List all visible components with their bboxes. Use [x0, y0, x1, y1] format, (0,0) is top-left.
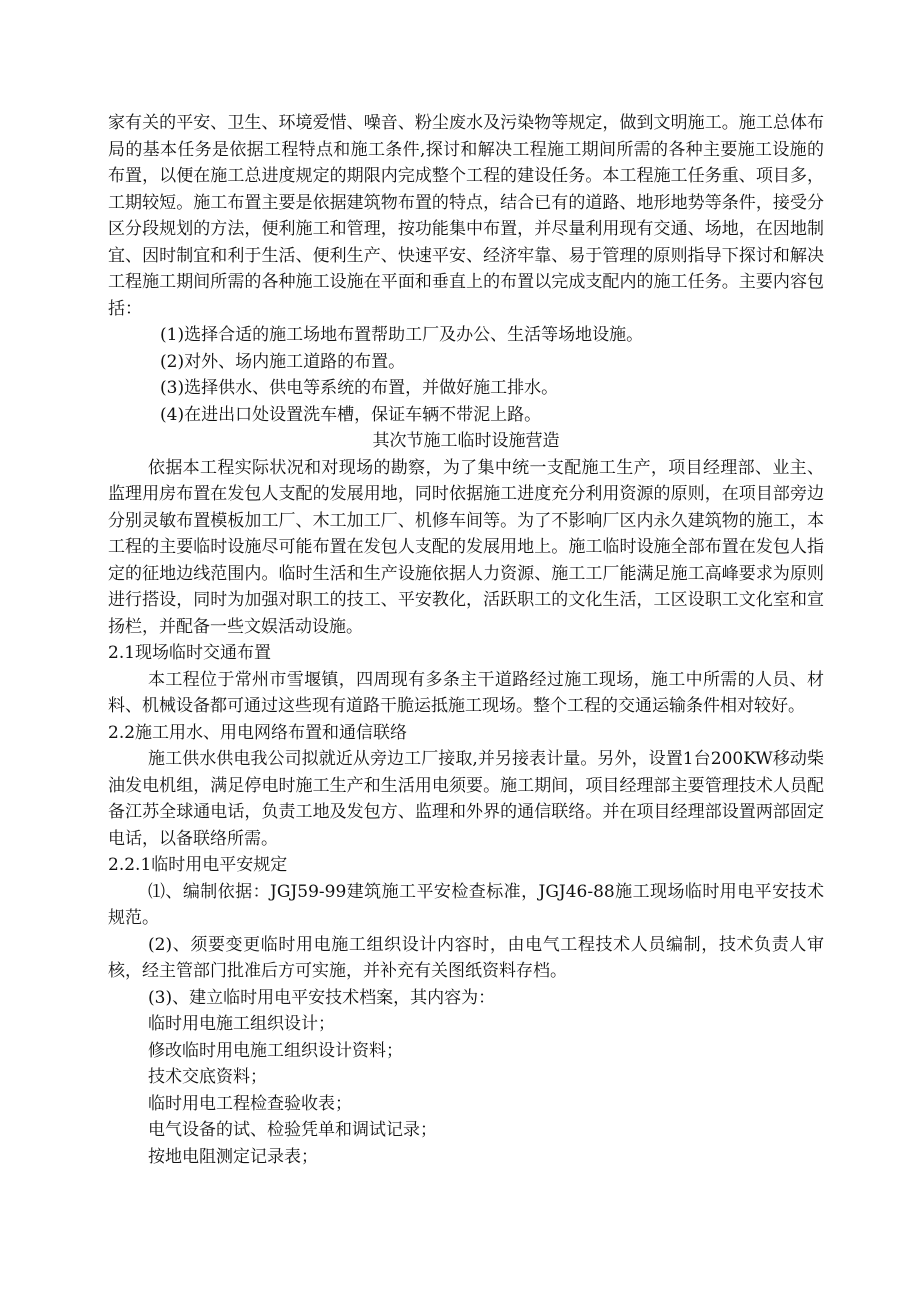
intro-paragraph: 家有关的平安、卫生、环境爱惜、噪音、粉尘废水及污染物等规定，做到文明施工。施工总体布局的基本任务是依据工程特点和施工条件,探讨和解决工程施工期间所需的各种主要施工设施的布置，以便在施工总进度规定的期限内完成整个工程的建设任务。本工程施工任务重、项目多，工期较短。施工布置主要是依据建筑物布置的特点，结合已有的道路、地形地势等条件，接受分区分段规划的方法，便利施工和管理，按功能集中布置，并尽量利用现有交通、场地，在因地制宜、因时制宜和利于生活、便利生产、快速平安、经济牢靠、易于管理的原则指导下探讨和解决工程施工期间所需的各种施工设施在平面和垂直上的布置以完成支配内的施工任务。主要内容包括：	[108, 113, 824, 319]
section-title: 其次节施工临时设施营造	[372, 431, 560, 451]
list-item: (3)选择供水、供电等系统的布置，并做好施工排水。	[160, 378, 559, 398]
list-item: (4)在进出口处设置洗车槽，保证车辆不带泥上路。	[160, 404, 542, 425]
document-page	[108, 110, 824, 1170]
list-item: (1)选择合适的施工场地布置帮助工厂及办公、生活等场地设施。	[160, 325, 644, 345]
subsection-heading-2-2-1: 2.2.1临时用电平安规定	[108, 855, 288, 875]
sub22-paragraph: 施工供水供电我公司拟就近从旁边工厂接取,并另接表计量。另外，设置1台200KW移动柴油发电机组，满足停电时施工生产和生活用电须要。施工期间，项目经理部主要管理技术人员配备江苏全球通电话，负责工地及发包方、监理和外界的通信联络。并在项目经理部设置两部固定电话，以备联络所需。	[108, 749, 824, 849]
sub221-p1: ⑴、编制依据：JGJ59-99建筑施工平安检查标准，JGJ46-88施工现场临时用电平安技术规范。	[108, 881, 824, 928]
list-item: 技术交底资料；	[148, 1067, 267, 1087]
list-item: 修改临时用电施工组织设计资料；	[148, 1040, 403, 1061]
sub21-paragraph: 本工程位于常州市雪堰镇，四周现有多条主干道路经过施工现场，施工中所需的人员、材料、机械设备都可通过这些现有道路干脆运抵施工现场。整个工程的交通运输条件相对较好。	[108, 669, 824, 716]
subsection-heading-2-2: 2.2施工用水、用电网络布置和通信联络	[108, 722, 408, 743]
list-item: 按地电阻测定记录表；	[148, 1146, 318, 1167]
section2-paragraph: 依据本工程实际状况和对现场的勘察，为了集中统一支配施工生产，项目经理部、业主、监理用房布置在发包人支配的发展用地，同时依据施工进度充分利用资源的原则，在项目部旁边分别灵敏布置模板加工厂、木工加工厂、机修车间等。为了不影响厂区内永久建筑物的施工，本工程的主要临时设施尽可能布置在发包人支配的发展用地上。施工临时设施全部布置在发包人指定的征地边线范围内。临时生活和生产设施依据人力资源、施工工厂能满足施工高峰要求为原则进行搭设，同时为加强对职工的技工、平安教化，活跃职工的文化生活，工区设职工文化室和宣扬栏，并配备一些文娱活动设施。	[108, 457, 824, 637]
list-item: 临时用电施工组织设计；	[148, 1014, 335, 1034]
sub221-p3: (3)、建立临时用电平安技术档案，其内容为：	[148, 987, 496, 1008]
list-item: (2)对外、场内施工道路的布置。	[160, 351, 406, 372]
sub221-p2: (2)、须要变更临时用电施工组织设计内容时，由电气工程技术人员编制，技术负责人审核，经主管部门批准后方可实施，并补充有关图纸资料存档。	[108, 934, 824, 981]
list-item: 临时用电工程检查验收表；	[148, 1093, 352, 1114]
list-item: 电气设备的试、检验凭单和调试记录；	[148, 1120, 437, 1140]
subsection-heading-2-1: 2.1现场临时交通布置	[108, 643, 272, 663]
